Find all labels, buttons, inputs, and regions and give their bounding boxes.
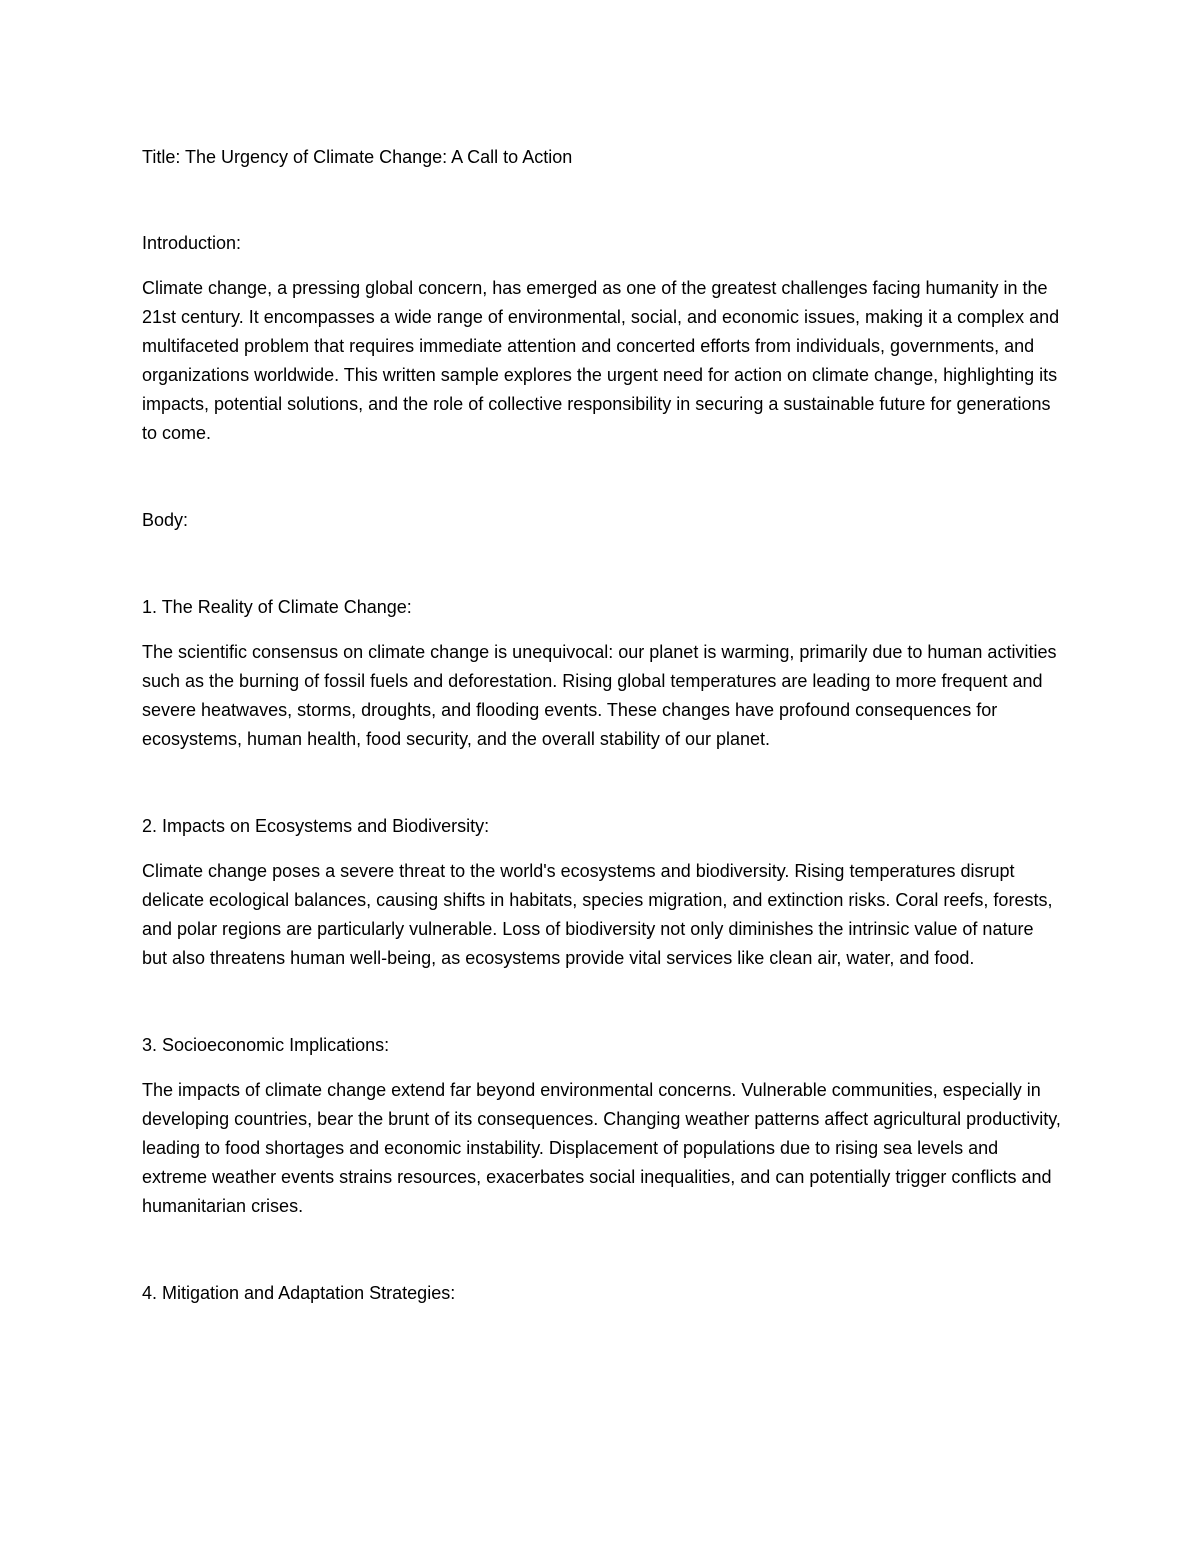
section-heading-3: 3. Socioeconomic Implications: [142,1035,390,1055]
introduction-paragraph: Climate change, a pressing global concern, has emerged as one of the greatest challenges facing humanity in the 21st century. It encompasses a wide range of environmental, social, and economic issues, making it a complex and multifaceted problem that requires immediate attention and concerted efforts from individuals, governments, and organizations worldwide. This written sample explores the urgent need for action on climate change, highlighting its impacts, potential solutions, and the role of collective responsibility in securing a sustainable future for generations to come. [142,278,1060,443]
section-heading-2: 2. Impacts on Ecosystems and Biodiversity: [142,816,490,836]
document-title: Title: The Urgency of Climate Change: A Call to Action [142,147,573,167]
introduction-heading: Introduction: [142,233,242,253]
section-paragraph-2: Climate change poses a severe threat to the world's ecosystems and biodiversity. Rising temperatures disrupt delicate ecological balances, causing shifts in habitats, species migration, and extinction risks. Coral reefs, forests, and polar regions are particularly vulnerable. Loss of biodiversity not only diminishes the intrinsic value of nature but also threatens human well-being, as ecosystems provide vital services like clean air, water, and food. [142,861,1053,968]
section-heading-1: 1. The Reality of Climate Change: [142,597,412,617]
section-paragraph-3: The impacts of climate change extend far beyond environmental concerns. Vulnerable communities, especially in developing countries, bear the brunt of its consequences. Changing weather patterns affect agricultural productivity, leading to food shortages and economic instability. Displacement of populations due to rising sea levels and extreme weather events strains resources, exacerbates social inequalities, and can potentially trigger conflicts and humanitarian crises. [142,1080,1061,1216]
document-content [142,143,1062,1324]
section-paragraph-1: The scientific consensus on climate change is unequivocal: our planet is warming, primarily due to human activities such as the burning of fossil fuels and deforestation. Rising global temperatures are leading to more frequent and severe heatwaves, storms, droughts, and flooding events. These changes have profound consequences for ecosystems, human health, food security, and the overall stability of our planet. [142,642,1057,749]
body-label: Body: [142,510,189,530]
section-heading-4: 4. Mitigation and Adaptation Strategies: [142,1283,456,1303]
